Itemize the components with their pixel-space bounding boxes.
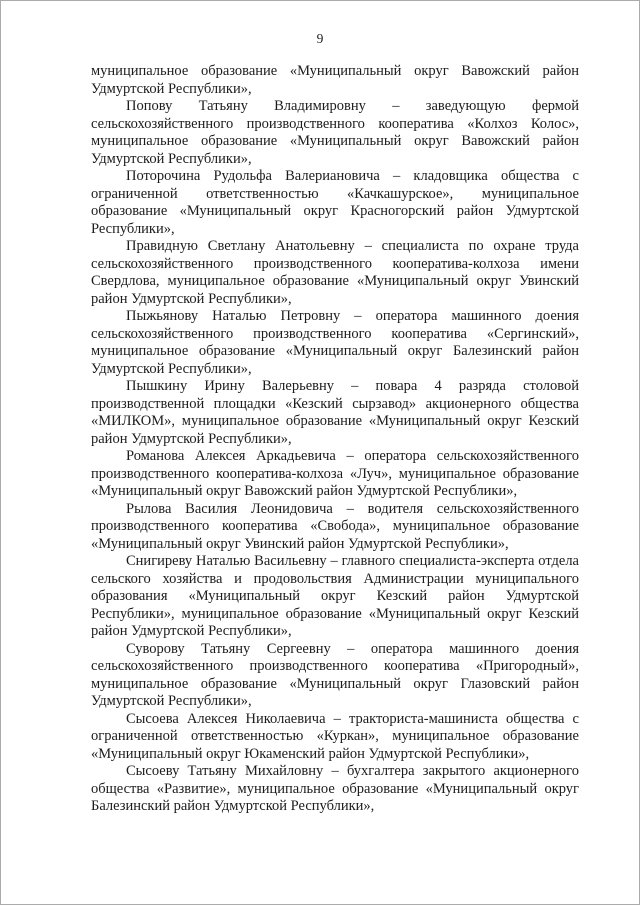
- document-body: [91, 63, 579, 816]
- paragraph: Рылова Василия Леонидовича – водителя сельскохозяйственного производственного кооператива «Свобода», муниципальное образование «Муниципальный округ Увинский район Удмуртской Республики»,: [91, 500, 579, 552]
- paragraph: Сысоеву Татьяну Михайловну – бухгалтера закрытого акционерного общества «Развитие», муниципальное образование «Муниципальный округ Балезинский район Удмуртской Республики»,: [91, 763, 579, 814]
- paragraph: Пыжьянову Наталью Петровну – оператора машинного доения сельскохозяйственного производственного кооператива «Сергинский», муниципальное образование «Муниципальный округ Балезинский район Удмуртской Республики»,: [91, 308, 579, 377]
- paragraph: Поторочина Рудольфа Валериановича – кладовщика общества с ограниченной ответственностью «Качкашурское», муниципальное образование «Муниципальный округ Красногорский район Удмуртской Республики»,: [91, 168, 579, 237]
- paragraph: Романова Алексея Аркадьевича – оператора сельскохозяйственного производственного кооператива-колхоза «Луч», муниципальное образование «Муниципальный округ Вавожский район Удмуртской Республики»,: [91, 448, 579, 499]
- paragraph: Пышкину Ирину Валерьевну – повара 4 разряда столовой производственной площадки «Кезский сырзавод» акционерного общества «МИЛКОМ», муниципальное образование «Муниципальный округ Кезский район Удмуртской Республики»,: [91, 378, 579, 447]
- page-number: 9: [316, 31, 324, 46]
- paragraph: Суворову Татьяну Сергеевну – оператора машинного доения сельскохозяйственного производственного кооператива «Пригородный», муниципальное образование «Муниципальный округ Глазовский район Удмуртской Республики»,: [91, 640, 579, 709]
- paragraph: Попову Татьяну Владимировну – заведующую фермой сельскохозяйственного производственного кооператива «Колхоз Колос», муниципальное образование «Муниципальный округ Вавожский район Удмуртской Республики»,: [91, 98, 579, 167]
- paragraph: муниципальное образование «Муниципальный округ Вавожский район Удмуртской Республики»,: [91, 63, 579, 97]
- paragraph: Сысоева Алексея Николаевича – тракториста-машиниста общества с ограниченной ответственностью «Куркан», муниципальное образование «Муниципальный округ Юкаменский район Удмуртской Республики»,: [91, 710, 579, 762]
- paragraph: Снигиреву Наталью Васильевну – главного специалиста-эксперта отдела сельского хозяйства и продовольствия Администрации муниципального образования «Муниципальный округ Кезский район Удмуртской Республики», муниципальное образование «Муниципальный округ Кезский район Удмуртской Республики»,: [91, 553, 579, 639]
- paragraph: Правидную Светлану Анатольевну – специалиста по охране труда сельскохозяйственного производственного кооператива-колхоза имени Свердлова, муниципальное образование «Муниципальный округ Увинский район Удмуртской Республики»,: [91, 238, 579, 307]
